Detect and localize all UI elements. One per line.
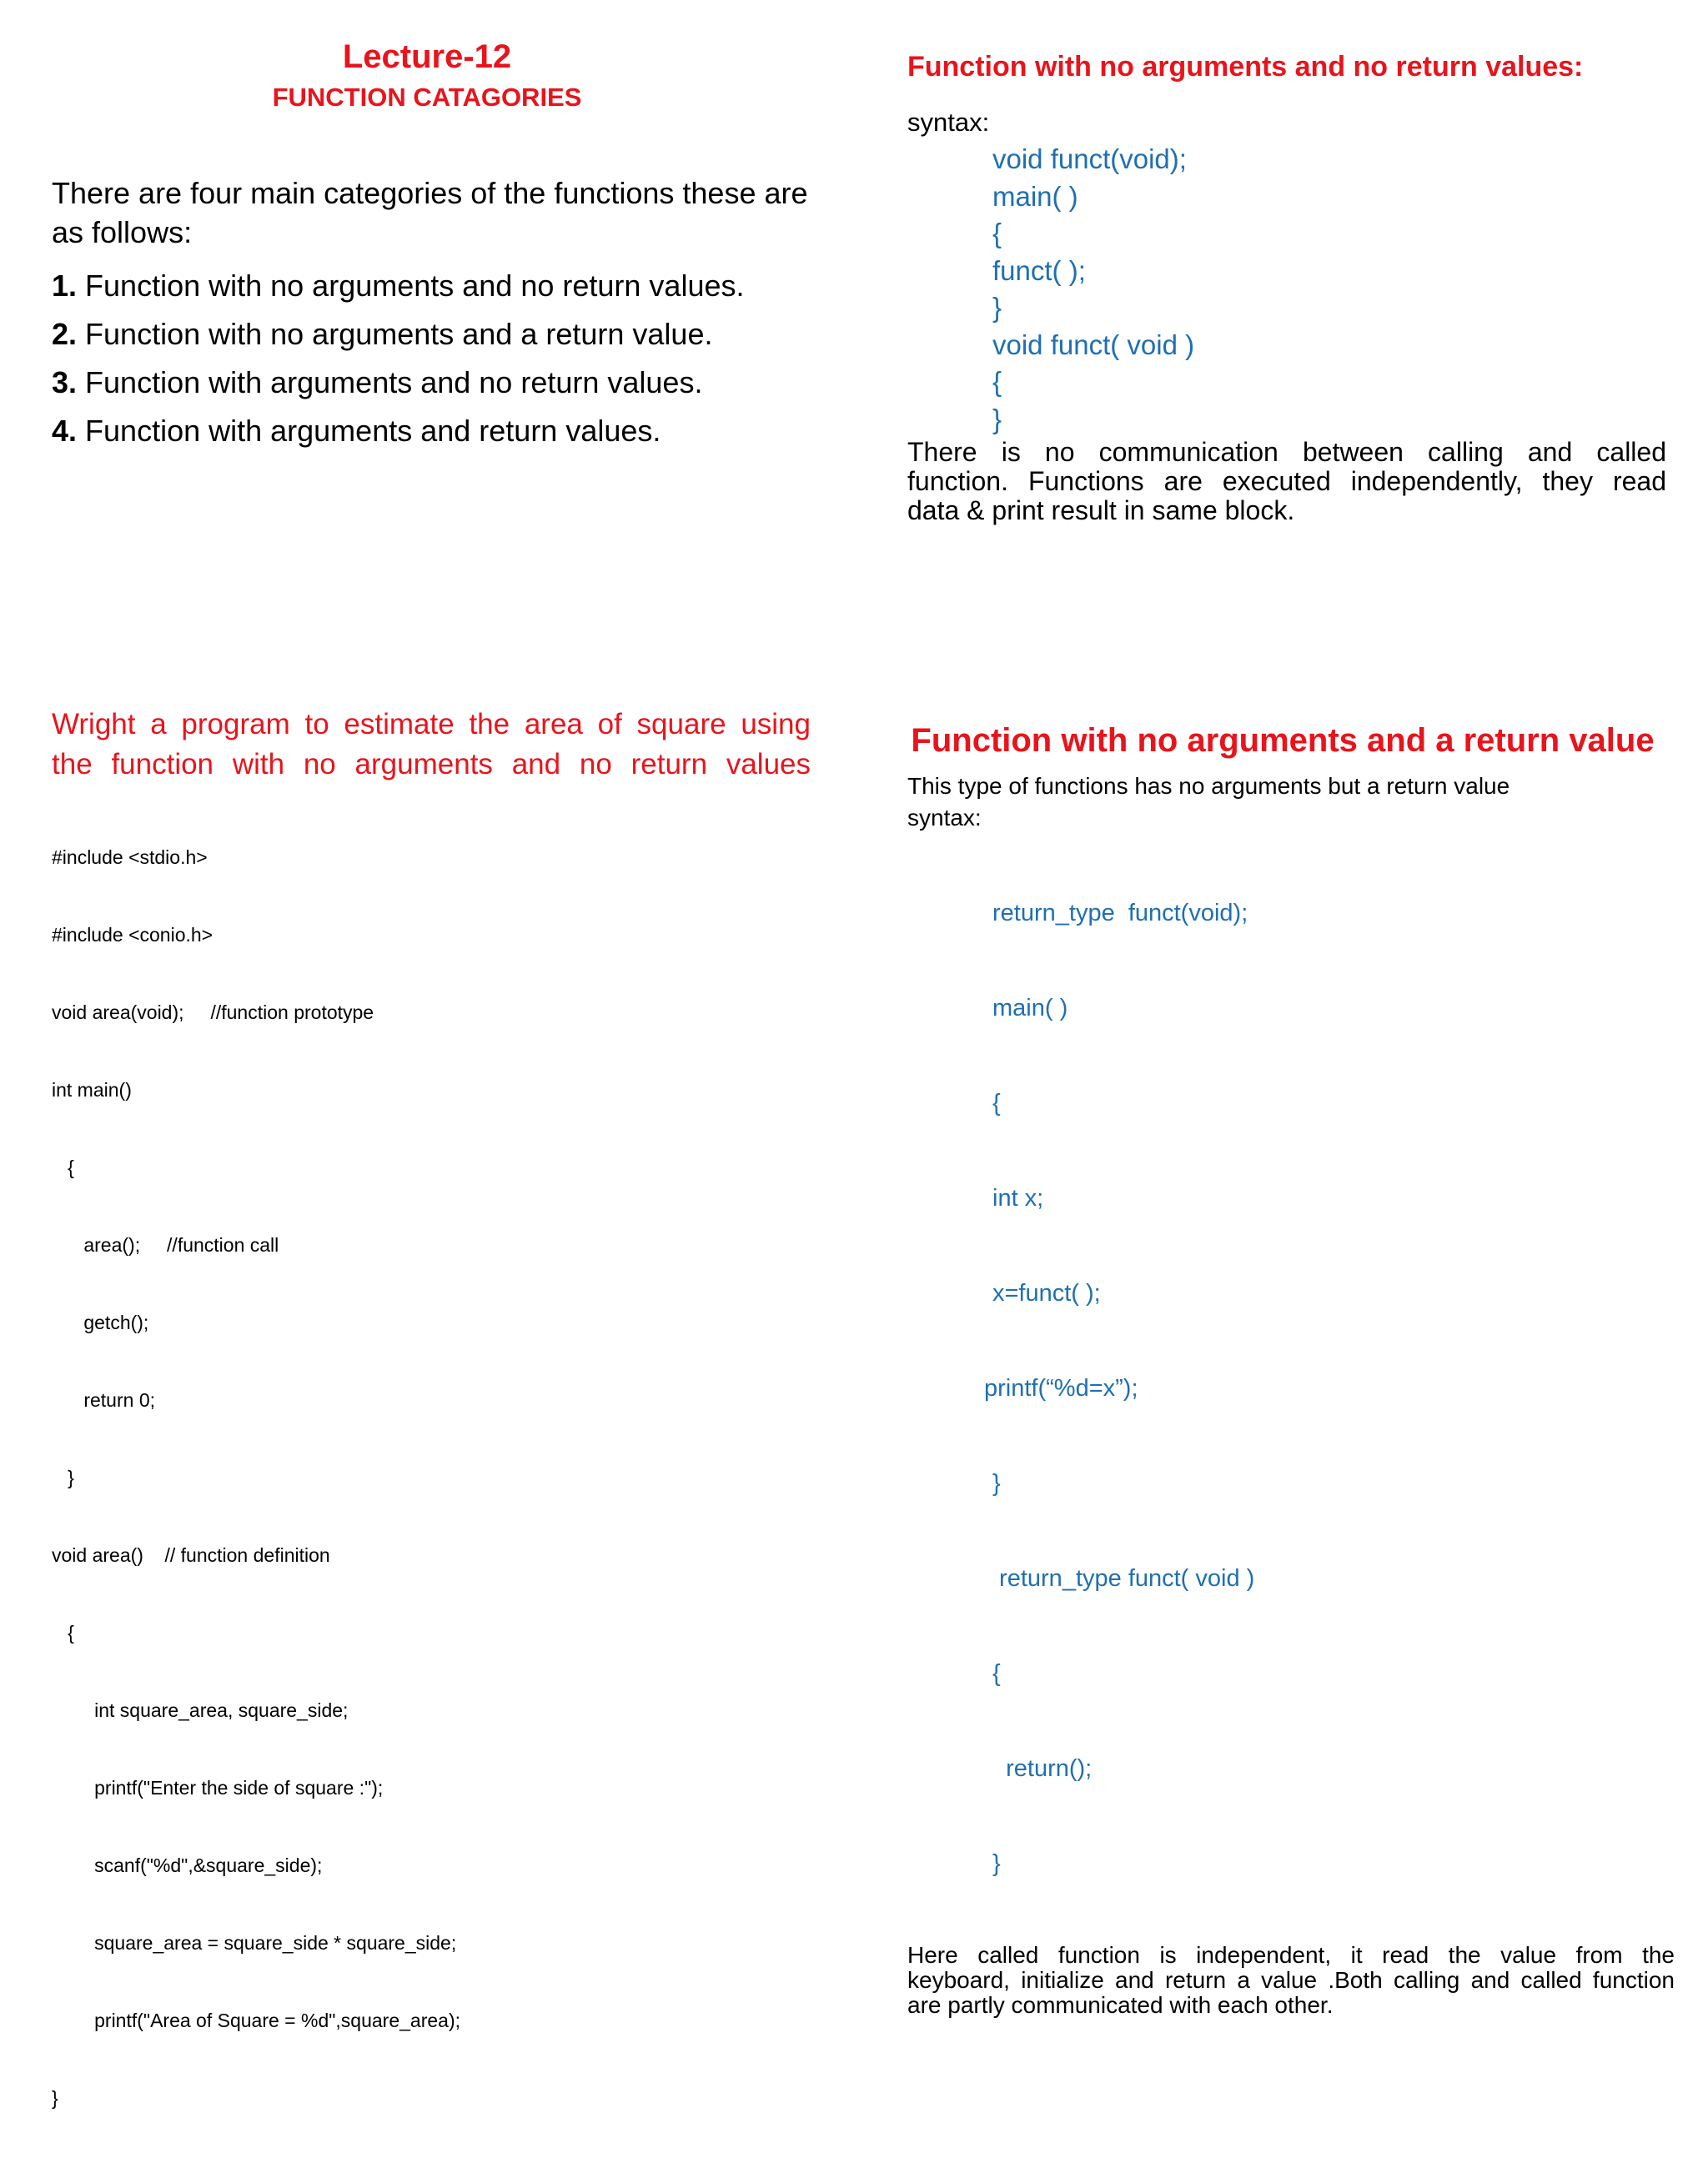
code-line: } <box>992 403 1002 434</box>
item-number: 1. <box>52 268 78 303</box>
code-line: int square_area, square_side; <box>52 1699 349 1721</box>
code-line: { <box>52 1622 74 1644</box>
intro-text: There are four main categories of the functions these are as follows: <box>52 176 808 249</box>
item-number: 3. <box>52 365 78 399</box>
code-line: { <box>992 1090 1001 1117</box>
code-line: return(); <box>992 1755 1093 1782</box>
section-description: This type of functions has no arguments but a return value <box>907 773 1510 799</box>
list-item <box>52 359 844 407</box>
code-line: { <box>992 366 1002 397</box>
lecture-subtitle: FUNCTION CATAGORIES <box>272 83 582 112</box>
item-number: 4. <box>52 414 78 448</box>
title-line: Wright a program to estimate the area of square using <box>52 708 811 740</box>
code-line: funct( ); <box>992 254 1086 286</box>
code-line: } <box>992 1470 1001 1497</box>
program-code-block <box>52 793 811 2163</box>
code-line: int x; <box>992 1185 1044 1212</box>
code-line: square_area = square_side * square_side; <box>52 1932 457 1954</box>
item-text: Function with arguments and return values. <box>77 414 661 448</box>
list-item <box>52 407 844 455</box>
code-line: return 0; <box>52 1389 155 1411</box>
item-text: Function with no arguments and no return values. <box>77 268 745 303</box>
list-item <box>52 310 844 359</box>
item-number: 2. <box>52 317 78 351</box>
code-line: } <box>52 1467 74 1488</box>
paragraph-line: There is no communication between calling and called <box>907 437 1666 467</box>
syntax-label: syntax: <box>907 805 982 831</box>
paragraph-line: keyboard, initialize and return a value .Both calling and called function <box>907 1967 1675 1993</box>
title-line: the function with no arguments and no return values <box>52 748 811 780</box>
description-paragraph <box>907 1943 1675 2018</box>
list-item <box>52 262 844 310</box>
syntax-code-block <box>907 834 1675 1943</box>
paragraph-line: function. Functions are executed independently, they read <box>907 466 1666 496</box>
no-args-no-return-panel <box>907 46 1666 525</box>
code-line: getch(); <box>52 1312 149 1333</box>
code-line: } <box>992 1850 1001 1877</box>
code-line: { <box>992 1660 1001 1687</box>
section-heading: Function with no arguments and no return values: <box>907 51 1584 83</box>
program-panel <box>52 705 811 2163</box>
code-line: return_type funct(void); <box>992 900 1248 926</box>
code-line: #include <conio.h> <box>52 924 214 946</box>
code-line: scanf("%d",&square_side); <box>52 1854 323 1876</box>
syntax-label: syntax: <box>907 108 990 137</box>
category-list <box>52 262 844 455</box>
code-line: return_type funct( void ) <box>992 1565 1255 1592</box>
code-line: area(); //function call <box>52 1234 279 1256</box>
categories-panel <box>52 33 844 455</box>
code-line: #include <stdio.h> <box>52 846 208 868</box>
code-line: main( ) <box>992 995 1068 1021</box>
code-line: void funct(void); <box>992 143 1187 174</box>
item-text: Function with arguments and no return values. <box>77 365 703 399</box>
code-line: printf("Area of Square = %d",square_area); <box>52 2010 460 2031</box>
code-line: { <box>992 218 1002 248</box>
paragraph-line: data & print result in same block. <box>907 495 1295 525</box>
paragraph-line: are partly communicated with each other. <box>907 1992 1334 2018</box>
lecture-title: Lecture-12 <box>342 38 512 75</box>
description-paragraph <box>907 438 1666 525</box>
no-args-return-value-panel <box>907 717 1675 2018</box>
code-line: main( ) <box>992 180 1078 212</box>
item-text: Function with no arguments and a return value. <box>77 317 713 351</box>
syntax-code-block <box>907 141 1666 438</box>
code-line: void funct( void ) <box>992 329 1195 360</box>
code-line: x=funct( ); <box>992 1280 1101 1307</box>
code-line: int main() <box>52 1079 132 1101</box>
code-line: { <box>52 1157 74 1178</box>
code-line: void area(void); //function prototype <box>52 1001 374 1023</box>
code-line: } <box>992 292 1002 323</box>
code-line: printf("Enter the side of square :"); <box>52 1777 384 1799</box>
paragraph-line: Here called function is independent, it read the value from the <box>907 1942 1675 1968</box>
section-heading: Function with no arguments and a return value <box>911 722 1655 759</box>
program-title <box>52 705 811 785</box>
code-line: } <box>52 2087 58 2109</box>
code-line: void area() // function definition <box>52 1544 330 1566</box>
code-line: printf(“%d=x”); <box>984 1375 1138 1402</box>
